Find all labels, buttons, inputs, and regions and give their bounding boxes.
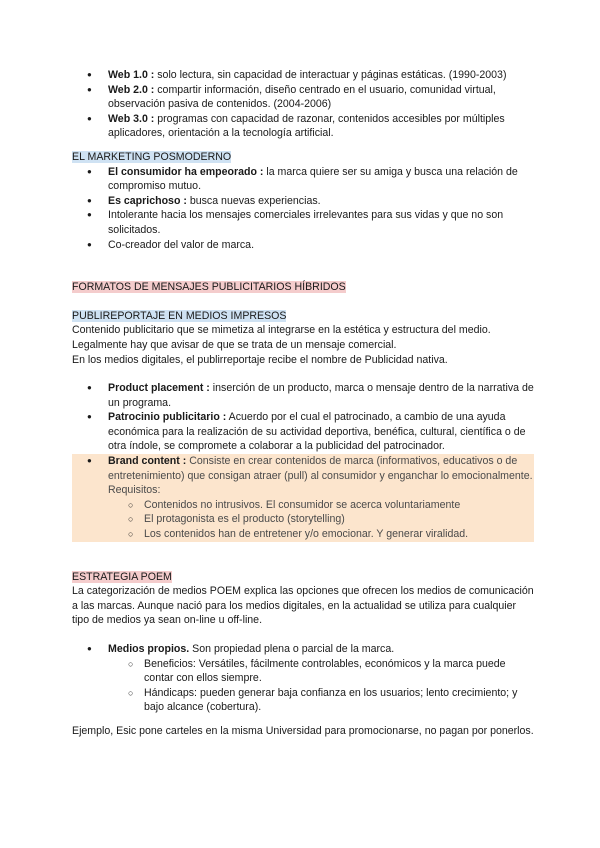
list-item: ● Patrocinio publicitario : Acuerdo por el cual el patrocinado, a cambio de una ayuda económica para la realización de su actividad deportiva, benéfica, cultural, científica o de otra índole, se compromete a colaborar a la publicidad del patrocinador. xyxy=(72,410,534,454)
poem-list xyxy=(72,642,534,715)
document-page xyxy=(72,68,534,739)
ejemplo-paragraph: Ejemplo, Esic pone carteles en la misma Universidad para promocionarse, no pagan por ponerlos. xyxy=(72,724,534,737)
section-heading-marketing-posmoderno: EL MARKETING POSMODERNO xyxy=(72,150,232,163)
list-item: ○ Beneficios: Versátiles, fácilmente controlables, económicos y la marca puede contar con ellos siempre. xyxy=(72,657,534,686)
section-heading-formatos: FORMATOS DE MENSAJES PUBLICITARIOS HÍBRIDOS xyxy=(72,281,346,294)
list-item: ○ El protagonista es el producto (storytelling) xyxy=(72,512,534,527)
poem-paragraph: La categorización de medios POEM explica las opciones que ofrecen los medios de comunicación a las marcas. Aunque nació para los medios digitales, en la actualidad se utiliza para cualquier tipo de medios ya sean on-line u off-line. xyxy=(72,585,534,627)
list-item: ● Co-creador del valor de marca. xyxy=(72,238,534,253)
paragraph-line: En los medios digitales, el publirreportaje recibe el nombre de Publicidad nativa. xyxy=(72,353,448,366)
list-item: ● El consumidor ha empeorado : la marca quiere ser su amiga y busca una relación de compromiso mutuo. xyxy=(72,165,534,194)
list-item: ● Medios propios. Son propiedad plena o parcial de la marca. ○ Beneficios: Versátiles, fácilmente controlables, económicos y la marca puede contar con ellos siempre. ○ Hándicaps: pueden generar baja confianza en los usuarios; lento crecimiento; y bajo alcance (cobertura). xyxy=(72,642,534,715)
list-item: ● Web 1.0 : solo lectura, sin capacidad de interactuar y páginas estáticas. (1990-2003) xyxy=(72,68,534,83)
list-item: ○ Hándicaps: pueden generar baja confianza en los usuarios; lento crecimiento; y bajo alcance (cobertura). xyxy=(72,686,534,715)
web-versions-list xyxy=(72,68,534,141)
list-item: ○ Los contenidos han de entretener y/o emocionar. Y generar viralidad. xyxy=(72,527,534,542)
marketing-posmoderno-list xyxy=(72,165,534,253)
formatos-list xyxy=(72,381,534,542)
medios-propios-sublist xyxy=(72,657,534,715)
section-heading-poem: ESTRATEGIA POEM xyxy=(72,570,172,583)
list-item: ● Es caprichoso : busca nuevas experiencias. xyxy=(72,194,534,209)
list-item: ● Web 3.0 : programas con capacidad de razonar, contenidos accesibles por múltiples aplicadores, orientación a la tecnología artificial. xyxy=(72,112,534,141)
section-heading-publireportaje: PUBLIREPORTAJE EN MEDIOS IMPRESOS xyxy=(72,309,287,322)
paragraph-line: Legalmente hay que avisar de que se trata de un mensaje comercial. xyxy=(72,338,397,351)
list-item: ● Web 2.0 : compartir información, diseño centrado en el usuario, comunidad virtual, observación pasiva de contenidos. (2004-2006) xyxy=(72,83,534,112)
list-item: ● Intolerante hacia los mensajes comerciales irrelevantes para sus vidas y que no son solicitados. xyxy=(72,208,534,237)
paragraph-line: Contenido publicitario que se mimetiza al integrarse en la estética y estructura del medio. xyxy=(72,324,491,337)
list-item: ● Product placement : inserción de un producto, marca o mensaje dentro de la narrativa de un programa. xyxy=(72,381,534,410)
list-item: ○ Contenidos no intrusivos. El consumidor se acerca voluntariamente xyxy=(72,498,534,513)
list-item-brand-content: ● Brand content : Consiste en crear contenidos de marca (informativos, educativos o de entretenimiento) que consigan atraer (pull) al consumidor y enganchar lo emocionalmente. Requisitos: ○ Contenidos no intrusivos. El consumidor se acerca voluntariamente ○ El protagonista es el producto (storytelling) ○ Los contenidos han de entretener y/o emocionar. Y generar viralidad. xyxy=(72,454,534,542)
requisitos-list xyxy=(72,498,534,542)
